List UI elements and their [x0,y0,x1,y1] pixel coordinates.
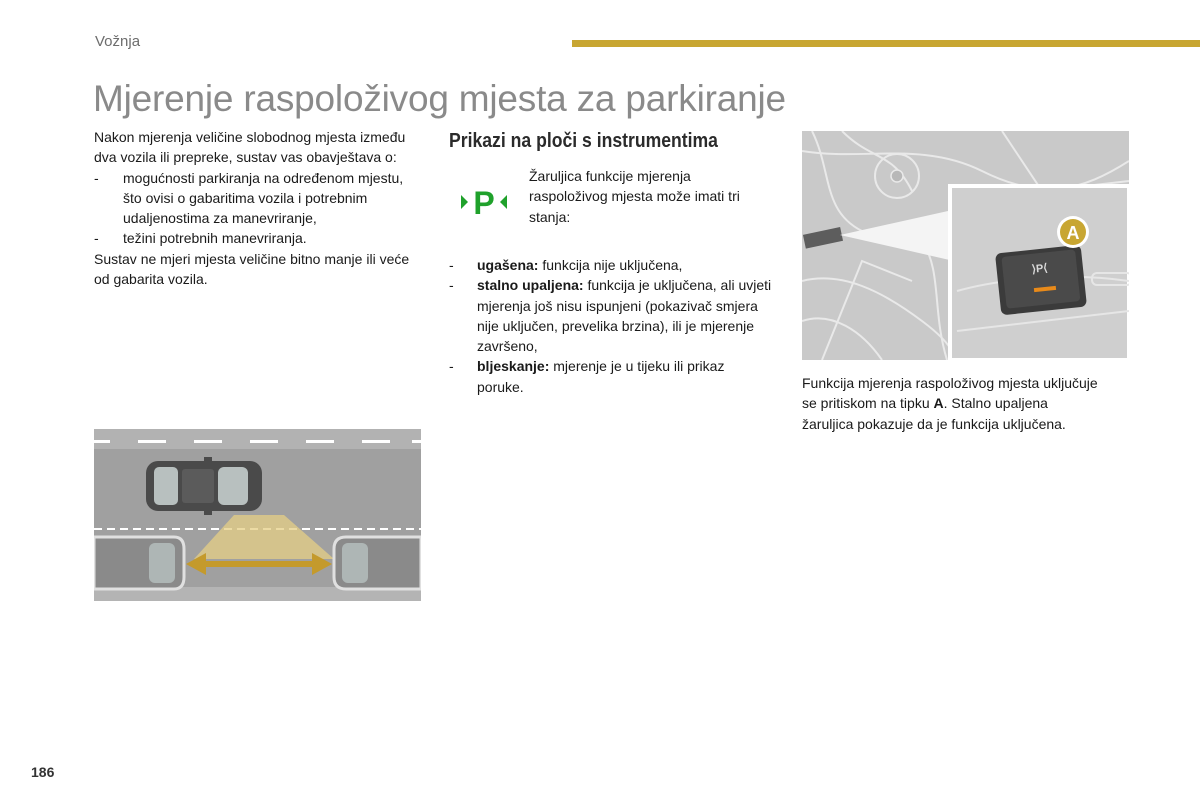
page-number: 186 [31,764,55,780]
section-heading: Prikazi na ploči s instrumentima [449,130,718,152]
lamp-glyph: P [473,185,495,221]
button-glyph: ⟩P⟨ [1031,262,1049,276]
lamp-description: Žaruljica funkcije mjerenja raspoloživog mjesta može imati tri stanja: [529,168,740,225]
parked-car-left [94,537,184,589]
state-term: bljeskanje: [477,358,550,375]
dashboard-illustration [802,131,1129,360]
state-desc: funkcija nije uključena, [538,257,683,273]
callout-label: A [1066,223,1080,243]
intro-text [94,127,416,289]
state-term: ugašena: [477,257,539,273]
page-title: Mjerenje raspoloživog mjesta za parkiranje [93,78,786,119]
list-item: - mogućnosti parkiranja na određenom mjestu, što ovisi o gabaritima vozila i potrebnim udaljenostima za manevriranje, [94,169,404,227]
intro-list [94,168,416,249]
moving-car [146,457,262,515]
intro-closing: Sustav ne mjeri mjesta veličine bitno manje ili veće od gabarita vozila. [94,250,410,288]
list-item: - stalno upaljena: funkcija je uključena, ali uvjeti mjerenja još nisu ispunjeni (pokazivač smjera nije uključen, prevelika brzina), ili je mjerenje završeno, [449,277,772,355]
list-item: - ugašena: funkcija nije uključena, [449,257,683,273]
header-accent-bar [572,40,1200,47]
figure-caption: Funkcija mjerenja raspoloživog mjesta uključuje se pritiskom na tipku A. Stalno upaljena žaruljica pokazuje da je funkcija uključena. [802,375,1098,432]
list-item: - težini potrebnih manevriranja. [94,230,307,247]
parked-car-right [334,537,421,589]
section-label: Vožnja [95,33,141,50]
list-item-text: težini potrebnih manevriranja. [123,230,307,247]
parking-space-illustration [94,429,421,601]
list-item: - bljeskanje: mjerenje je u tijeku ili prikaz poruke. [449,358,725,395]
state-term: stalno upaljena: [477,277,584,294]
intro-paragraph: Nakon mjerenja veličine slobodnog mjesta između dva vozila ili prepreke, sustav vas obavještava o: [94,129,406,166]
lamp-states-list [449,255,774,397]
state-desc: mjerenje je u tijeku ili prikaz poruke. [477,358,725,395]
park-assist-lamp-icon [458,183,510,221]
list-item-text: mogućnosti parkiranja na određenom mjestu, što ovisi o gabaritima vozila i potrebnim udaljenostima za manevriranje, [123,169,404,227]
state-desc: funkcija je uključena, ali uvjeti mjerenja još nisu ispunjeni (pokazivač smjera nije uključen, prevelika brzina), ili je mjerenje završeno, [477,277,772,355]
